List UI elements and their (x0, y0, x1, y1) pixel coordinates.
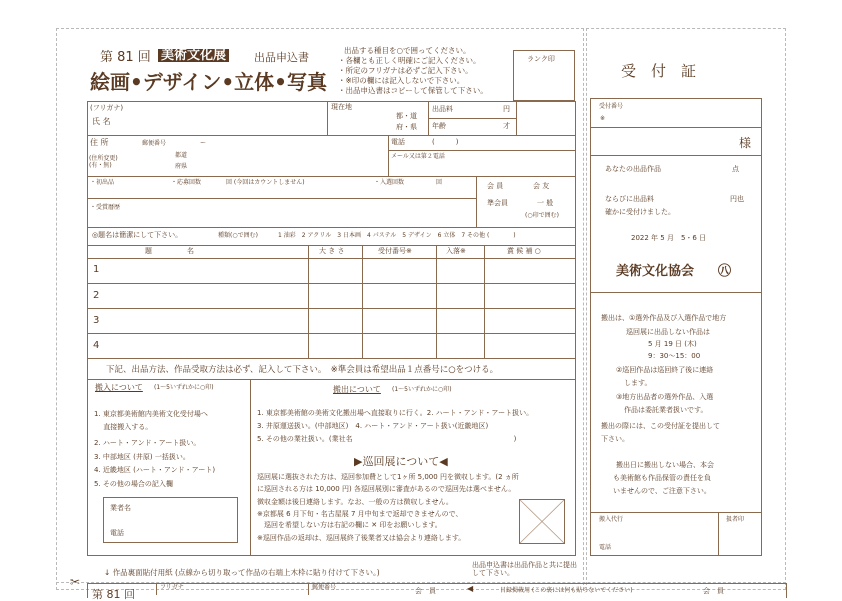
receipt-note-8: 作品は委託業者扱いです。 (624, 406, 708, 414)
col-award (484, 245, 485, 358)
carry-in-item-4: 4. 近畿地区 (ハート・アンド・アート) (94, 466, 216, 474)
name-label: 氏 名 (92, 117, 111, 126)
receipt-line-2 (590, 155, 762, 156)
tour-title: ▶巡回展について◀ (354, 455, 448, 468)
receipt-note-9: 搬出の際には、この受付証を提出して (601, 422, 720, 430)
entry-count-note: 回 (今回はカウントしません) (226, 179, 305, 186)
col-result (436, 245, 437, 358)
row-number-1: 1 (93, 264, 100, 275)
carry-in-title: 搬入について (95, 383, 143, 392)
scissors-icon: ✂ (70, 575, 81, 589)
tel-divider (388, 135, 389, 176)
kinds-list: 1 油彩 2 アクリル 3 日本画 4 パステル 5 デザイン 6 立体 7 その他 ( ) (278, 232, 516, 239)
receipt-number-mark: ※ (600, 115, 606, 122)
address-label: 住 所 (90, 138, 109, 147)
receipt-fee-unit: 円也 (730, 195, 744, 203)
next-div-1 (156, 583, 157, 595)
name-divider (327, 101, 328, 135)
receipt-line-1 (590, 127, 762, 128)
header-size: 大 き さ (319, 247, 345, 255)
first-entry-label: ・初出品 (90, 179, 115, 186)
awards-line (87, 198, 476, 199)
age-label: 年齢 (432, 122, 446, 130)
next-form-top (87, 583, 787, 601)
receipt-works-unit: 点 (732, 165, 739, 173)
pref-label-2: 府・県 (396, 123, 417, 131)
next-furigana: フリガナ (160, 584, 184, 591)
carry-out-sub: (1〜5いずれかに○印) (392, 386, 452, 393)
agent-tel: 電話 (110, 529, 124, 537)
age-unit: 才 (503, 122, 510, 130)
pref-small-1: 都道 (175, 152, 188, 159)
tour-text-1: 巡回展に選抜された方は、巡回参加費として1ヶ所 5,000 円を徴収します。(2 ヵ所 (257, 473, 519, 481)
receipt-note-4: 9：30〜15：00 (648, 352, 701, 360)
receipt-note-12: も美術館も作品保管の責任を負 (613, 474, 711, 482)
next-member: 会 員 (415, 587, 436, 595)
footer-note: 下記、出品方法、作品受取方法は必ず、記入して下さい。 ※準会員は希望出品１点番号に○をつける。 (106, 365, 499, 375)
col-reception (362, 245, 363, 358)
carry-in-item-3: 3. 中部地区 (井原) 一括扱い。 (94, 453, 190, 461)
tour-text-3: 徴収金額は後日連絡します。なお、一般の方は徴収しません。 (257, 498, 453, 506)
row-line-5 (87, 379, 576, 380)
awards-label: ・受賞暦歴 (90, 204, 121, 211)
associate-label: 準会員 (487, 199, 508, 207)
categories-title: 絵画•デザイン•立体•写真 (90, 70, 327, 94)
row-number-3: 3 (93, 315, 100, 326)
member-divider (476, 176, 477, 227)
receipt-fee-label: ならびに出品料 (605, 195, 654, 203)
carry-divider (250, 379, 251, 556)
tel-label: 電話 (391, 138, 405, 146)
instruction-2: ・各欄とも正しく明確にご記入ください。 (338, 56, 481, 65)
row-line-1 (87, 135, 576, 136)
fee-right-divider (516, 101, 517, 135)
col-size (308, 245, 309, 358)
row-sep-2 (87, 308, 576, 309)
receipt-note-10: 下さい。 (601, 435, 629, 443)
next-note: 目録掲載用 (この裏には何も貼らないでください) (500, 587, 633, 594)
fee-unit: 円 (503, 105, 510, 113)
header-title: 題 名 (145, 247, 194, 255)
carry-in-item-5: 5. その他の場合の記入欄 (94, 480, 173, 488)
rank-label: ランク印 (527, 55, 555, 63)
receipt-note-3: 5 月 19 日 (木) (648, 340, 697, 348)
receipt-org-mark-icon: ㊇ (718, 264, 732, 279)
pref-label-1: 都・道 (396, 112, 417, 120)
tel-line (388, 150, 576, 151)
receipt-stamp-divider (718, 512, 719, 556)
fee-label: 出品料 (432, 105, 453, 113)
tour-text-6: ※巡回作品の返却は、巡回展終了後業者又は協会より連絡します。 (257, 534, 466, 542)
fee-row-line (428, 118, 516, 119)
next-div-2 (308, 583, 309, 595)
receipt-line-3 (590, 292, 762, 293)
next-arrow-icon: ◀ (467, 584, 474, 593)
tour-optout-box[interactable] (519, 499, 565, 544)
carry-out-item-2: 3. 井原運送扱い。(中部地区) 4. ハート・アンド・アート扱い(近畿地区) (257, 422, 489, 430)
carry-out-item-3: 5. その他の業社扱い。(業社名 ) (257, 435, 517, 443)
receipt-title: 受 付 証 (621, 62, 697, 80)
pref-small-2: 府県 (175, 163, 188, 170)
receipt-line-4 (590, 512, 762, 513)
entry-count-label: ・応募回数 (171, 179, 202, 186)
row-line-4 (87, 245, 576, 246)
form-type-label: 出品申込書 (254, 51, 309, 64)
table-header-line (87, 258, 576, 259)
receipt-date: 2022 年 5 月 5・6 日 (631, 234, 707, 242)
carry-out-title: 搬出について (333, 385, 381, 394)
receipt-sama: 様 (739, 136, 752, 150)
exhibition-logo: 美術文化展 (158, 49, 229, 62)
row-line-3 (87, 227, 576, 228)
next-member-2: 会 員 (703, 587, 724, 595)
row-line-2 (87, 176, 576, 177)
agent-label: 業者名 (110, 504, 131, 512)
friend-label: 会 友 (533, 182, 550, 190)
receipt-note-7: ③地方出品者の選外作品、入選 (616, 393, 714, 401)
residence-label: 現在地 (331, 103, 352, 111)
tour-text-2: に巡回される方は 10,000 円) 各巡回展別に審査があるので巡回先は選べません。 (257, 485, 516, 493)
tour-optout-cross-icon (520, 500, 564, 543)
receipt-works-label: あなたの出品作品 (605, 165, 661, 173)
receipt-note-2: 巡回展に出品しない作品は (626, 328, 710, 336)
row-sep-1 (87, 283, 576, 284)
furigana-label: (フリガナ) (90, 104, 124, 112)
header-result: 入落※ (446, 247, 466, 255)
receipt-note-1: 搬出は、①選外作品及び入選作品で地方 (601, 314, 727, 322)
row-sep-4 (87, 358, 576, 359)
carry-in-item-2: 2. ハート・アンド・アート扱い。 (94, 439, 201, 447)
next-edition: 第 81 回 (92, 588, 135, 601)
receipt-proxy-label: 搬入代行 (599, 516, 624, 523)
address-change-note: (住所変更) (有・無) (89, 155, 118, 169)
receipt-note-5: ②巡回作品は巡回終了後に連絡 (616, 366, 714, 374)
receipt-number-label: 受付番号 (599, 103, 624, 110)
carry-out-item-1: 1. 東京都美術館の美術文化搬出場へ直接取りに行く。2. ハート・アンド・アート扱い。 (257, 409, 534, 417)
tel-paren: ( ) (432, 138, 459, 146)
bottom-cut-note: ↓ 作品裏面貼付用紙 (点線から切り取って作品の右端上木枠に貼り付けて下さい。) (104, 568, 380, 577)
tour-text-4: ※京都展 6 月下旬・名古屋展 7 月中旬まで返却できませんので、 (257, 510, 463, 518)
row-number-2: 2 (93, 290, 100, 301)
instruction-5: ・出品申込書はコピーして保管して下さい。 (338, 86, 488, 95)
row-number-4: 4 (93, 340, 100, 351)
edition-label: 第 81 回 (100, 50, 151, 65)
postal-dash: ー (200, 140, 207, 147)
row-sep-3 (87, 333, 576, 334)
postal-label: 郵便番号 (142, 140, 167, 147)
carry-in-sub: (1〜5いずれかに○印) (154, 384, 214, 391)
receipt-note-13: いませんので、ご注意下さい。 (613, 487, 711, 495)
receipt-note-6: します。 (624, 379, 652, 387)
next-postal: 郵便番号 (312, 584, 337, 591)
selected-count-label: ・入選回数 (374, 179, 405, 186)
receipt-received: 確かに受付けました。 (605, 208, 675, 216)
header-award: 賞 候 補 ○ (507, 247, 541, 255)
receipt-tel-label: 電話 (599, 544, 612, 551)
header-reception: 受付番号※ (378, 247, 412, 255)
carry-in-item-1: 1. 東京都美術館内美術文化受付場へ (94, 410, 208, 418)
title-note: ◎題名は簡潔にして下さい。 (92, 231, 183, 239)
member-label: 会 員 (487, 182, 504, 190)
kind-note: 種類(○で囲む) (218, 232, 258, 239)
general-label: 一 般 (537, 199, 554, 207)
instruction-3: ・所定のフリガナは必ずご記入下さい。 (338, 66, 473, 75)
receipt-stamp-label: 扱者印 (726, 516, 745, 523)
selected-unit: 回 (436, 179, 443, 186)
instruction-1: 出品する種目を○で囲ってください。 (344, 46, 471, 55)
mail-label: メール又は第２電話 (391, 153, 445, 160)
tour-text-5: 巡回を希望しない方は右記の欄に ✕ 印をお願いします。 (257, 521, 442, 529)
bottom-submit-note: 出品申込書は出品作品と共に提出して下さい。 (472, 561, 577, 578)
receipt-org-logo: 美術文化協会 (616, 264, 695, 279)
instruction-4: ・※印の欄には記入しないで下さい。 (338, 76, 465, 85)
carry-in-item-1b: 直接搬入する。 (94, 423, 153, 431)
circle-note: (○印で囲む) (525, 212, 559, 219)
receipt-note-11: 搬出日に搬出しない場合、本会 (616, 461, 714, 469)
